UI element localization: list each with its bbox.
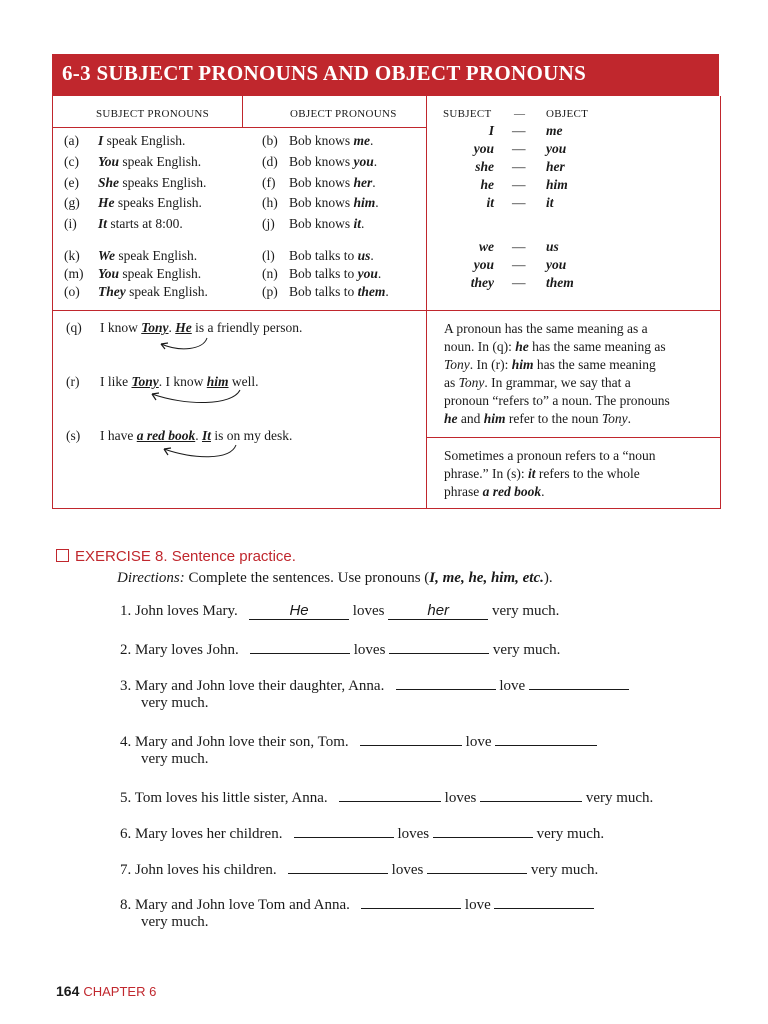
row-text: speak English. bbox=[125, 284, 208, 299]
note-text: and bbox=[457, 411, 484, 426]
exercise-item bbox=[120, 731, 597, 768]
reference-arrow-icon bbox=[158, 443, 243, 465]
row-text: speak English. bbox=[103, 133, 186, 148]
reference-arrow-icon bbox=[155, 336, 215, 356]
note-emph: he bbox=[515, 339, 529, 354]
pair-subject: it bbox=[486, 195, 494, 210]
explanation-note-1 bbox=[444, 320, 670, 428]
item-ending: very much. bbox=[492, 642, 561, 658]
object-example-row bbox=[262, 175, 376, 191]
header-underline bbox=[52, 127, 426, 128]
subject-pronoun: I bbox=[98, 133, 104, 148]
note-text: . bbox=[627, 411, 631, 426]
row-text: starts at 8:00. bbox=[107, 216, 183, 231]
directions-text: Complete the sentences. Use pronouns ( bbox=[184, 570, 430, 586]
subject-pronoun: You bbox=[98, 266, 120, 281]
row-text: . bbox=[370, 133, 374, 148]
row-text: Bob knows bbox=[289, 175, 354, 190]
exercise-item bbox=[120, 603, 559, 620]
row-text: . bbox=[373, 154, 378, 169]
pair-object: you bbox=[546, 257, 567, 272]
example-pronoun: him bbox=[206, 374, 229, 389]
example-text: I have bbox=[100, 428, 137, 443]
object-example-row bbox=[262, 284, 389, 300]
row-text: . bbox=[361, 216, 365, 231]
object-example-row bbox=[262, 133, 373, 149]
row-label: (l) bbox=[262, 248, 275, 263]
row-text: . bbox=[375, 195, 379, 210]
item-sentence: John loves Mary. bbox=[135, 603, 238, 619]
row-text: Bob talks to bbox=[289, 248, 358, 263]
pair-subject: they bbox=[470, 275, 494, 290]
example-label: (q) bbox=[66, 320, 82, 335]
answer-blank-subject[interactable] bbox=[250, 639, 350, 654]
section-title-bar bbox=[52, 54, 719, 96]
answer-blank-object[interactable] bbox=[480, 787, 582, 802]
item-number: 7. bbox=[120, 862, 132, 878]
subject-example-row bbox=[64, 154, 201, 170]
header-divider bbox=[242, 96, 243, 128]
row-label: (d) bbox=[262, 154, 278, 169]
row-text: . bbox=[385, 284, 389, 299]
exercise-item bbox=[120, 823, 604, 843]
example-text: . I know bbox=[158, 374, 207, 389]
note-text: phrase bbox=[444, 484, 483, 499]
explanation-note-2 bbox=[444, 447, 655, 501]
row-text: . bbox=[370, 248, 374, 263]
pair-dash: — bbox=[512, 123, 526, 138]
example-text: . bbox=[195, 428, 202, 443]
row-label: (i) bbox=[64, 216, 77, 231]
item-verb: loves bbox=[444, 790, 477, 806]
note-emph: he bbox=[444, 411, 458, 426]
example-noun: a red book bbox=[136, 428, 196, 443]
answer-blank-subject[interactable]: He bbox=[249, 605, 349, 620]
example-text: well. bbox=[228, 374, 259, 389]
object-pronoun: me bbox=[353, 133, 371, 148]
row-label: (g) bbox=[64, 195, 80, 210]
item-sentence: Mary and John love their daughter, Anna. bbox=[135, 678, 385, 694]
note-text: . In (r): bbox=[469, 357, 512, 372]
note-line bbox=[444, 465, 655, 483]
exercise-item bbox=[120, 675, 629, 712]
object-example-row bbox=[262, 266, 381, 282]
item-sentence: Mary and John love Tom and Anna. bbox=[135, 897, 350, 913]
object-example-row bbox=[262, 216, 364, 232]
example-s bbox=[66, 428, 292, 444]
note-text: phrase.” In (s): bbox=[444, 466, 528, 481]
item-number: 3. bbox=[120, 678, 132, 694]
answer-blank-object[interactable]: her bbox=[388, 605, 488, 620]
item-sentence: Mary loves her children. bbox=[135, 826, 283, 842]
pair-subject: we bbox=[479, 239, 494, 254]
subject-pronoun: We bbox=[98, 248, 115, 263]
answer-blank-object[interactable] bbox=[494, 894, 594, 909]
pair-object: him bbox=[546, 177, 568, 192]
note-text: has the same meaning bbox=[533, 357, 656, 372]
row-label: (o) bbox=[64, 284, 80, 299]
item-number: 5. bbox=[120, 790, 132, 806]
item-ending: very much. bbox=[536, 826, 605, 842]
pair-object: it bbox=[546, 195, 554, 210]
example-text: is a friendly person. bbox=[191, 320, 303, 335]
item-wrap: very much. bbox=[141, 914, 209, 930]
answer-blank-object[interactable] bbox=[495, 731, 597, 746]
object-example-row bbox=[262, 154, 377, 170]
row-label: (h) bbox=[262, 195, 278, 210]
note-italic: Tony bbox=[601, 411, 628, 426]
subject-example-row bbox=[64, 175, 206, 191]
section-title: 6-3 SUBJECT PRONOUNS AND OBJECT PRONOUNS bbox=[62, 61, 587, 85]
pair-dash: — bbox=[512, 177, 526, 192]
note-text: refer to the noun bbox=[505, 411, 602, 426]
exercise-item bbox=[120, 639, 560, 659]
pair-object: them bbox=[546, 275, 574, 290]
note-line bbox=[444, 410, 670, 428]
pair-subject: she bbox=[475, 159, 494, 174]
note-text: pronoun “refers to” a noun. The pronouns bbox=[444, 393, 670, 408]
row-text: Bob talks to bbox=[289, 284, 358, 299]
note-italic: Tony bbox=[444, 357, 470, 372]
pair-subject: I bbox=[488, 123, 494, 138]
example-text: I know bbox=[100, 320, 142, 335]
example-pronoun: It bbox=[201, 428, 211, 443]
item-sentence: Tom loves his little sister, Anna. bbox=[134, 790, 328, 806]
item-wrap: very much. bbox=[141, 695, 209, 711]
subject-pronoun: They bbox=[98, 284, 126, 299]
page-number: 164 bbox=[56, 983, 80, 999]
example-q bbox=[66, 320, 302, 336]
note-text: as bbox=[444, 375, 459, 390]
answer-blank-object[interactable] bbox=[529, 675, 629, 690]
subject-pronoun: It bbox=[98, 216, 108, 231]
note-line bbox=[444, 374, 670, 392]
example-pronoun: He bbox=[175, 320, 192, 335]
note-line bbox=[444, 483, 655, 501]
chapter-label: CHAPTER 6 bbox=[83, 984, 157, 999]
note-text: has the same meaning as bbox=[528, 339, 666, 354]
object-pronoun: them bbox=[357, 284, 386, 299]
page-footer bbox=[56, 983, 156, 1001]
item-number: 4. bbox=[120, 734, 132, 750]
object-pronoun: us bbox=[357, 248, 371, 263]
item-verb: love bbox=[464, 897, 491, 913]
directions-examples: I, me, he, him, etc. bbox=[429, 570, 544, 586]
row-label: (b) bbox=[262, 133, 278, 148]
object-pronouns-header: OBJECT PRONOUNS bbox=[290, 108, 397, 120]
example-noun: Tony bbox=[141, 320, 169, 335]
item-number: 1. bbox=[120, 603, 132, 619]
subject-pronoun: You bbox=[98, 154, 120, 169]
note-divider bbox=[426, 437, 720, 438]
exercise-item bbox=[120, 894, 594, 931]
subject-example-row bbox=[64, 284, 208, 300]
answer-blank-subject[interactable] bbox=[294, 823, 394, 838]
exercise-directions bbox=[117, 570, 553, 587]
answer-blank-object[interactable] bbox=[389, 639, 489, 654]
pair-object: her bbox=[546, 159, 565, 174]
row-label: (n) bbox=[262, 266, 278, 281]
item-wrap: very much. bbox=[141, 751, 209, 767]
item-sentence: Mary loves John. bbox=[135, 642, 239, 658]
row-text: speak English. bbox=[119, 266, 202, 281]
item-ending: very much. bbox=[491, 603, 560, 619]
object-example-row bbox=[262, 248, 374, 264]
answer-blank-subject[interactable] bbox=[288, 859, 388, 874]
pair-subject-header: SUBJECT bbox=[443, 108, 492, 120]
object-pronoun: you bbox=[357, 266, 378, 281]
item-verb: loves bbox=[391, 862, 424, 878]
item-sentence: John loves his children. bbox=[135, 862, 277, 878]
row-text: speaks English. bbox=[114, 195, 202, 210]
pair-subject: you bbox=[473, 257, 494, 272]
item-ending: very much. bbox=[530, 862, 599, 878]
example-text: I like bbox=[100, 374, 132, 389]
pair-dash-header: — bbox=[514, 108, 526, 120]
note-text: . bbox=[541, 484, 545, 499]
directions-text: ). bbox=[543, 570, 553, 586]
exercise-title-text: EXERCISE 8. Sentence practice. bbox=[75, 548, 296, 565]
pair-subject: you bbox=[473, 141, 494, 156]
note-line bbox=[444, 356, 670, 374]
note-emph: a red book bbox=[482, 484, 542, 499]
pair-object: us bbox=[546, 239, 559, 254]
example-noun: Tony bbox=[131, 374, 159, 389]
row-text: Bob talks to bbox=[289, 266, 358, 281]
row-label: (k) bbox=[64, 248, 80, 263]
example-label: (s) bbox=[66, 428, 81, 443]
subject-pronouns-header: SUBJECT PRONOUNS bbox=[96, 108, 210, 120]
row-text: . bbox=[372, 175, 376, 190]
pair-object: me bbox=[546, 123, 563, 138]
directions-label: Directions: bbox=[117, 570, 185, 586]
row-text: Bob knows bbox=[289, 216, 354, 231]
example-text: is on my desk. bbox=[211, 428, 293, 443]
item-verb: love bbox=[499, 678, 526, 694]
note-line bbox=[444, 392, 670, 410]
row-label: (c) bbox=[64, 154, 79, 169]
object-pronoun: it bbox=[353, 216, 362, 231]
item-verb: loves bbox=[353, 642, 386, 658]
checkbox-icon[interactable] bbox=[56, 549, 69, 562]
pair-dash: — bbox=[512, 141, 526, 156]
row-label: (p) bbox=[262, 284, 278, 299]
exercise-item bbox=[120, 859, 598, 879]
answer-blank-object[interactable] bbox=[433, 823, 533, 838]
subject-example-row bbox=[64, 133, 185, 149]
row-label: (m) bbox=[64, 266, 84, 281]
row-label: (a) bbox=[64, 133, 79, 148]
note-text: Sometimes a pronoun refers to a “noun bbox=[444, 448, 656, 463]
note-emph: him bbox=[511, 357, 534, 372]
object-pronoun: him bbox=[353, 195, 376, 210]
item-number: 2. bbox=[120, 642, 132, 658]
pair-dash: — bbox=[512, 257, 526, 272]
note-italic: Tony bbox=[458, 375, 485, 390]
note-emph: it bbox=[527, 466, 536, 481]
item-verb: loves bbox=[352, 603, 385, 619]
pair-dash: — bbox=[512, 239, 526, 254]
answer-blank-subject[interactable] bbox=[396, 675, 496, 690]
exercise-title bbox=[56, 548, 296, 565]
answer-blank-subject[interactable] bbox=[360, 731, 462, 746]
chart-divider-vertical bbox=[426, 96, 427, 508]
row-text: Bob knows bbox=[289, 154, 354, 169]
example-text: . bbox=[168, 320, 176, 335]
note-line bbox=[444, 320, 670, 338]
answer-blank-subject[interactable] bbox=[339, 787, 441, 802]
item-verb: loves bbox=[397, 826, 430, 842]
subject-example-row bbox=[64, 216, 183, 232]
row-label: (j) bbox=[262, 216, 275, 231]
item-ending: very much. bbox=[585, 790, 654, 806]
pair-subject: he bbox=[480, 177, 494, 192]
pair-dash: — bbox=[512, 159, 526, 174]
pair-dash: — bbox=[512, 275, 526, 290]
object-pronoun: her bbox=[353, 175, 373, 190]
item-sentence: Mary and John love their son, Tom. bbox=[135, 734, 349, 750]
note-emph: him bbox=[483, 411, 506, 426]
pair-object: you bbox=[546, 141, 567, 156]
row-label: (f) bbox=[262, 175, 276, 190]
item-number: 8. bbox=[120, 897, 132, 913]
subject-pronoun: She bbox=[98, 175, 120, 190]
note-text: refers to the whole bbox=[535, 466, 640, 481]
note-text: . In grammar, we say that a bbox=[484, 375, 631, 390]
row-text: Bob knows bbox=[289, 133, 354, 148]
answer-blank-object[interactable] bbox=[427, 859, 527, 874]
note-text: noun. In (q): bbox=[444, 339, 516, 354]
object-pronoun: you bbox=[353, 154, 374, 169]
chart-divider-horizontal bbox=[52, 310, 720, 311]
row-text: Bob knows bbox=[289, 195, 354, 210]
note-line bbox=[444, 447, 655, 465]
row-text: speaks English. bbox=[119, 175, 207, 190]
reference-arrow-icon bbox=[146, 388, 246, 410]
example-label: (r) bbox=[66, 374, 80, 389]
item-number: 6. bbox=[120, 826, 132, 842]
row-text: . bbox=[377, 266, 382, 281]
object-example-row bbox=[262, 195, 379, 211]
row-text: speak English. bbox=[119, 154, 202, 169]
note-line bbox=[444, 338, 670, 356]
answer-blank-subject[interactable] bbox=[361, 894, 461, 909]
note-text: A pronoun has the same meaning as a bbox=[444, 321, 648, 336]
row-label: (e) bbox=[64, 175, 79, 190]
pair-object-header: OBJECT bbox=[546, 108, 589, 120]
subject-example-row bbox=[64, 195, 202, 211]
row-text: speak English. bbox=[115, 248, 198, 263]
subject-example-row bbox=[64, 248, 197, 264]
subject-example-row bbox=[64, 266, 201, 282]
item-verb: love bbox=[465, 734, 492, 750]
pair-dash: — bbox=[512, 195, 526, 210]
subject-pronoun: He bbox=[98, 195, 115, 210]
exercise-item bbox=[120, 787, 653, 807]
